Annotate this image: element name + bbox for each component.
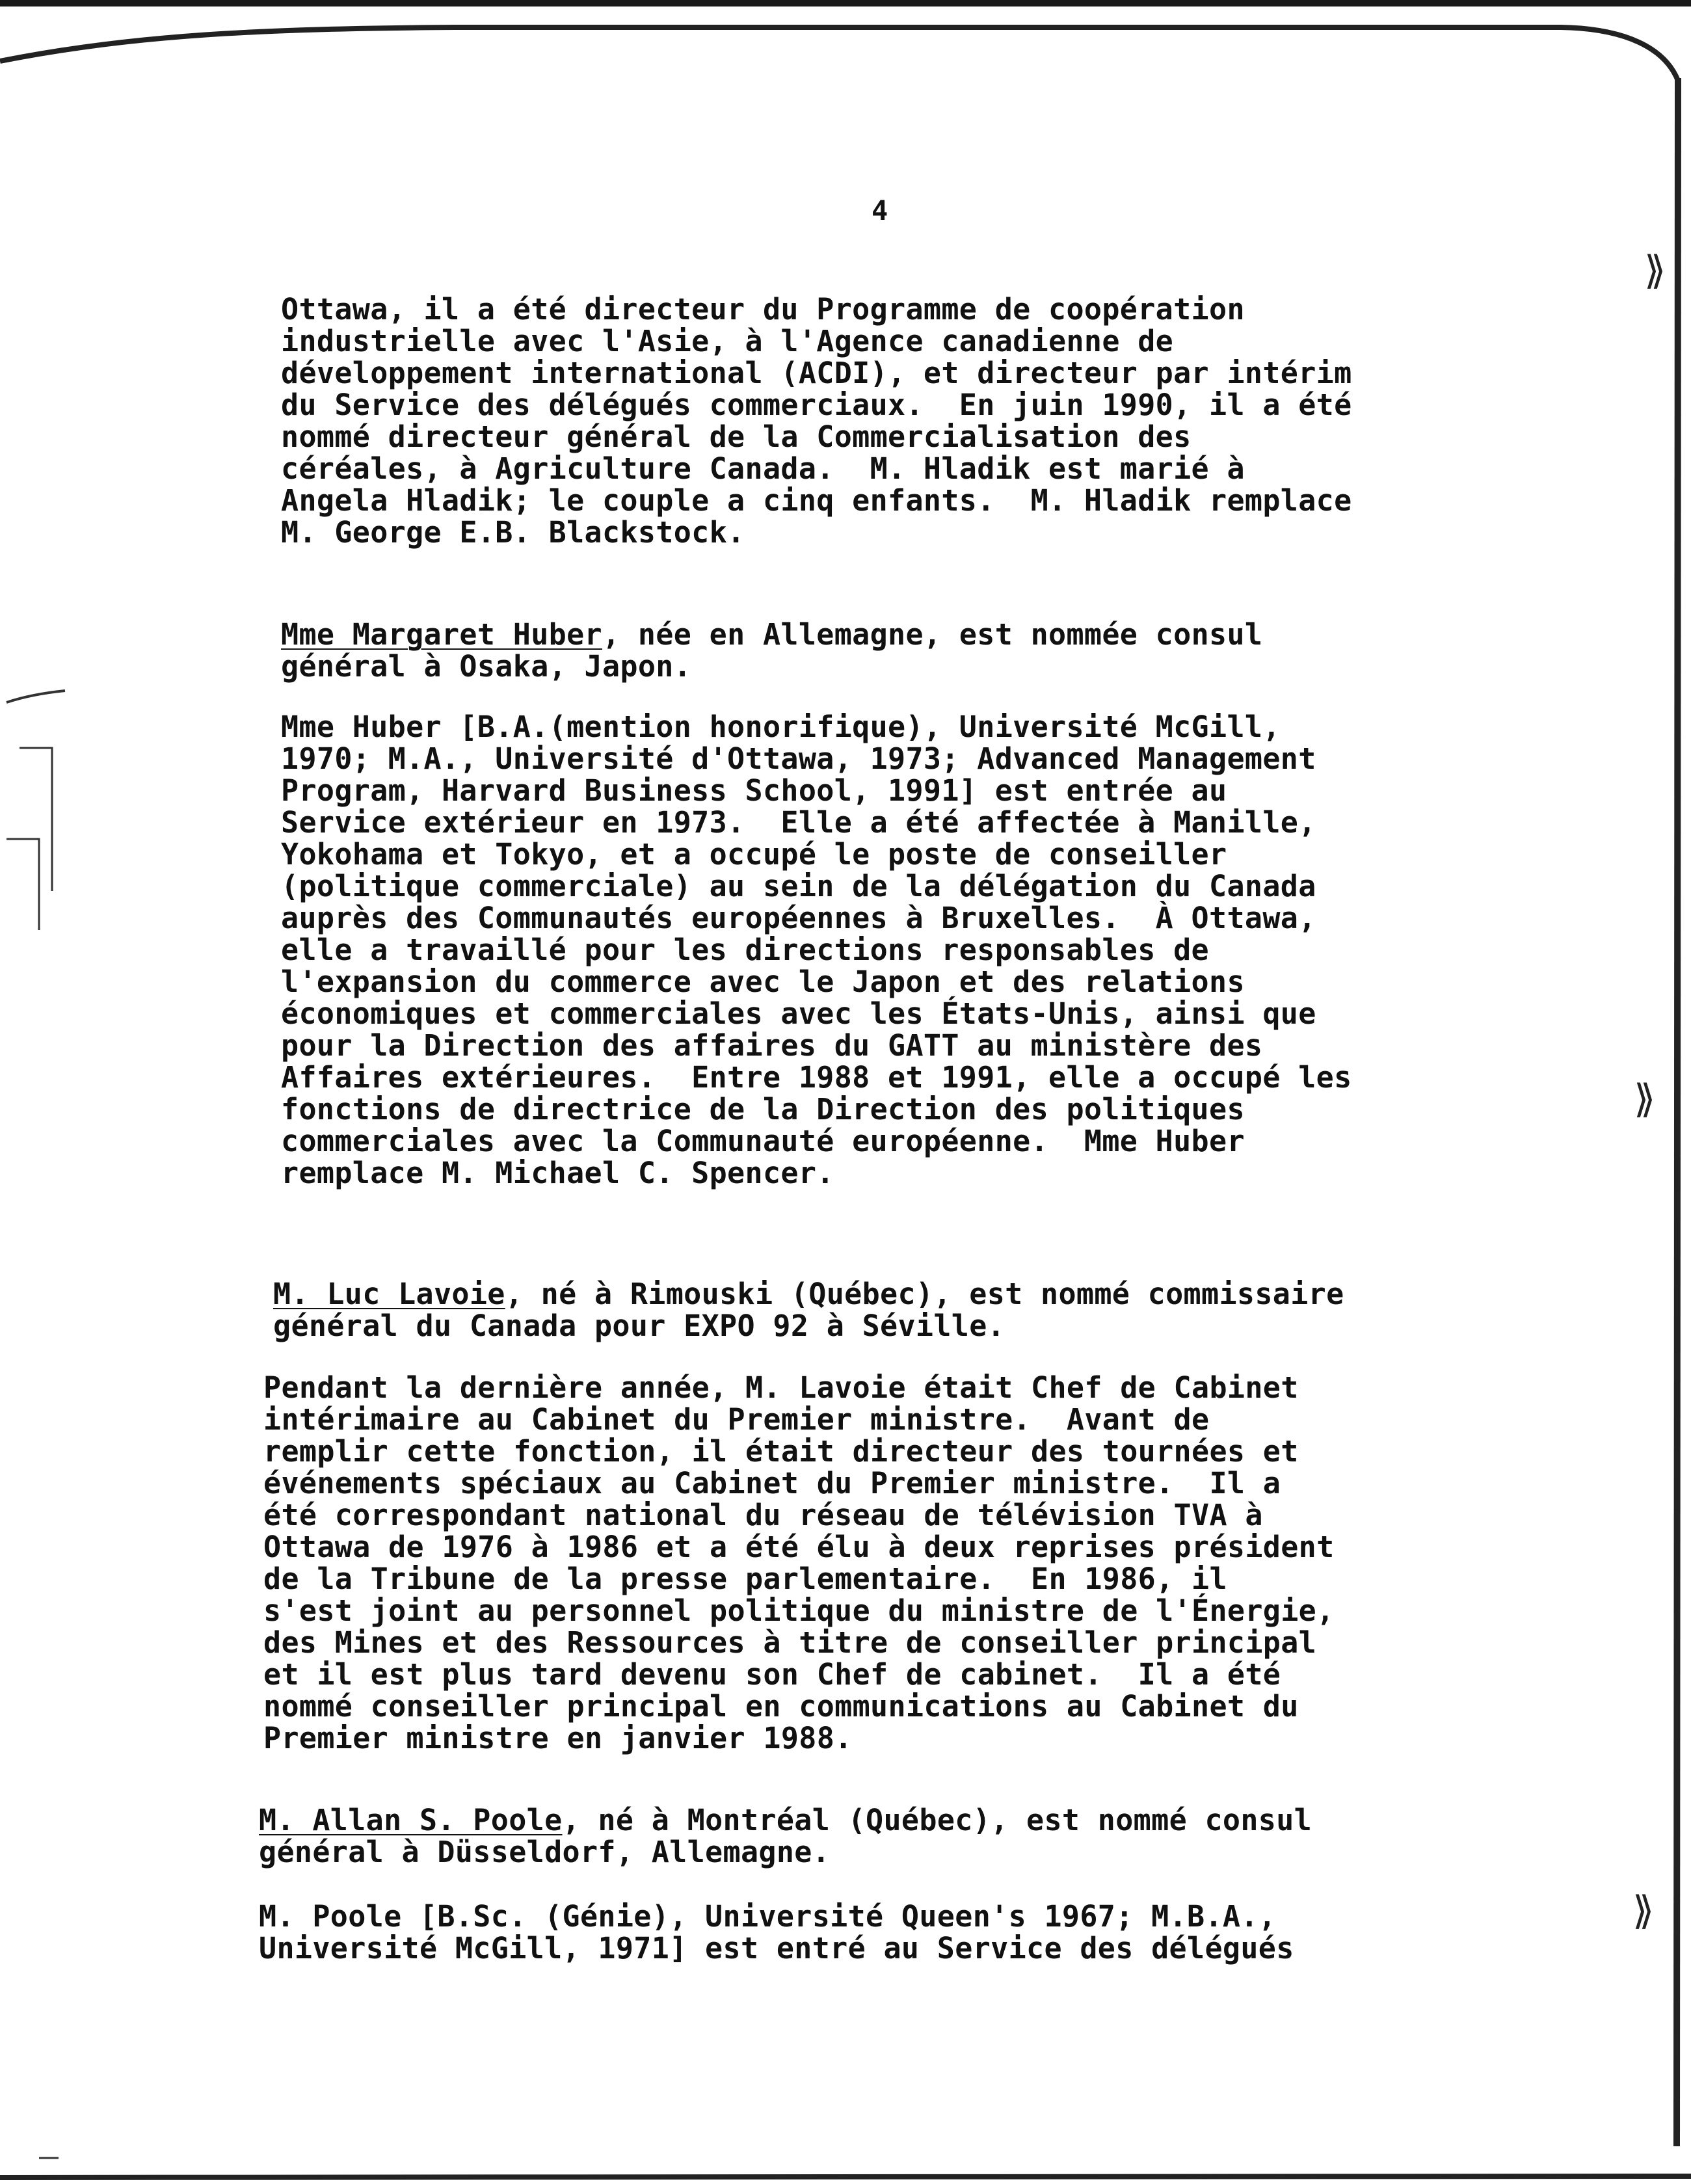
- appointee-name: M. Allan S. Poole: [259, 1803, 563, 1837]
- text-line: (politique commerciale) au sein de la délégation du Canada: [281, 869, 1316, 903]
- text-line: nommé directeur général de la Commercialisation des: [281, 419, 1192, 454]
- text-line: Program, Harvard Business School, 1991] est entrée au: [281, 773, 1227, 808]
- text-line: général à Düsseldorf, Allemagne.: [259, 1835, 831, 1869]
- appointee-name: Mme Margaret Huber: [281, 617, 602, 652]
- text-line: céréales, à Agriculture Canada. M. Hladik est marié à: [281, 451, 1245, 486]
- text-line: remplir cette fonction, il était directeur des tournées et: [263, 1434, 1299, 1469]
- text-line: économiques et commerciales avec les États-Unis, ainsi que: [281, 996, 1316, 1031]
- text-line: auprès des Communautés européennes à Bruxelles. À Ottawa,: [281, 901, 1316, 935]
- text-line: Ottawa de 1976 à 1986 et a été élu à deux reprises président: [263, 1530, 1335, 1564]
- text-line: général à Osaka, Japon.: [281, 649, 692, 684]
- text-line: et il est plus tard devenu son Chef de cabinet. Il a été: [263, 1657, 1281, 1692]
- text-line: [273, 1278, 1344, 1310]
- text-line: s'est joint au personnel politique du ministre de l'Énergie,: [263, 1593, 1335, 1628]
- text-line: fonctions de directrice de la Direction des politiques: [281, 1092, 1245, 1126]
- paragraph-lavoie-bio: [263, 1340, 1335, 1786]
- text-line: Yokohama et Tokyo, et a occupé le poste de conseiller: [281, 837, 1227, 872]
- text-line: pour la Direction des affaires du GATT au ministère des: [281, 1028, 1263, 1063]
- text-line: commerciales avec la Communauté européenne. Mme Huber: [281, 1124, 1245, 1158]
- text-line: de la Tribune de la presse parlementaire. En 1986, il: [263, 1562, 1227, 1596]
- margin-bracket-mark: ⟫: [1632, 1888, 1655, 1934]
- text-line: industrielle avec l'Asie, à l'Agence canadienne de: [281, 324, 1174, 358]
- text-line: Affaires extérieures. Entre 1988 et 1991, elle a occupé les: [281, 1060, 1352, 1095]
- text-line: des Mines et des Ressources à titre de conseiller principal: [263, 1625, 1317, 1660]
- appointment-text: , né à Montréal (Québec), est nommé consul: [562, 1803, 1312, 1837]
- appointment-text: , née en Allemagne, est nommée consul: [602, 617, 1263, 652]
- text-line: Ottawa, il a été directeur du Programme de coopération: [281, 292, 1245, 326]
- paragraph-hladik-bio: [281, 261, 1352, 580]
- scan-edge-right: [1665, 0, 1691, 2184]
- scan-edge-top: [0, 0, 1691, 7]
- paragraph-poole-bio: [259, 1869, 1294, 1996]
- text-line: été correspondant national du réseau de télévision TVA à: [263, 1498, 1263, 1532]
- text-line: l'expansion du commerce avec le Japon et des relations: [281, 965, 1245, 999]
- text-line: nommé conseiller principal en communications au Cabinet du: [263, 1689, 1299, 1724]
- scan-edge-left: [0, 98, 72, 943]
- text-line: du Service des délégués commerciaux. En juin 1990, il a été: [281, 388, 1352, 422]
- text-line: M. George E.B. Blackstock.: [281, 515, 745, 550]
- scan-edge-bottom: [0, 2138, 1691, 2184]
- paragraph-huber-bio: [281, 679, 1352, 1221]
- text-line: [281, 619, 1262, 650]
- text-line: général du Canada pour EXPO 92 à Séville.: [273, 1309, 1005, 1343]
- appointment-text: , né à Rimouski (Québec), est nommé commissaire: [505, 1277, 1344, 1311]
- text-line: Université McGill, 1971] est entré au Service des délégués: [259, 1931, 1294, 1965]
- text-line: événements spéciaux au Cabinet du Premier ministre. Il a: [263, 1466, 1281, 1500]
- text-line: M. Poole [B.Sc. (Génie), Université Queen's 1967; M.B.A.,: [259, 1899, 1277, 1934]
- text-line: 1970; M.A., Université d'Ottawa, 1973; Advanced Management: [281, 741, 1316, 776]
- text-line: développement international (ACDI), et directeur par intérim: [281, 356, 1352, 390]
- text-line: Pendant la dernière année, M. Lavoie était Chef de Cabinet: [263, 1370, 1299, 1405]
- scan-edge-curve: [0, 9, 1691, 87]
- text-line: [259, 1804, 1312, 1836]
- margin-bracket-mark: ⟫: [1634, 1076, 1656, 1122]
- appointee-name: M. Luc Lavoie: [273, 1277, 505, 1311]
- text-line: remplace M. Michael C. Spencer.: [281, 1156, 834, 1190]
- text-line: Mme Huber [B.A.(mention honorifique), Université McGill,: [281, 710, 1281, 744]
- text-line: Premier ministre en janvier 1988.: [263, 1721, 853, 1755]
- text-line: Service extérieur en 1973. Elle a été affectée à Manille,: [281, 805, 1316, 840]
- text-line: intérimaire au Cabinet du Premier ministre. Avant de: [263, 1402, 1210, 1437]
- text-line: Angela Hladik; le couple a cinq enfants. M. Hladik remplace: [281, 483, 1352, 518]
- text-line: elle a travaillé pour les directions responsables de: [281, 933, 1209, 967]
- margin-bracket-mark: ⟫: [1644, 248, 1666, 293]
- page-number: 4: [872, 194, 888, 226]
